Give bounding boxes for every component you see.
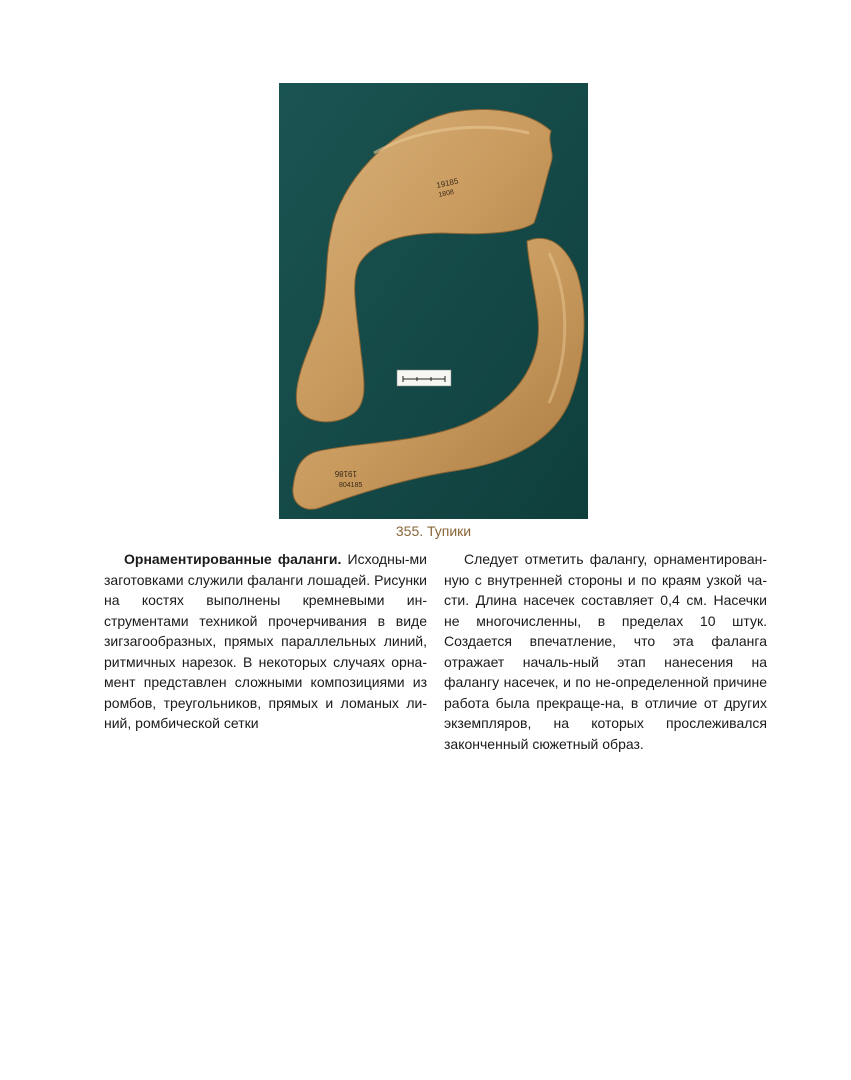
paragraph: Следует отметить фалангу, орнаментирован-ную с внутренней стороны и по краям узкой ча-сти. Длина насечек составляет 0,4 см. Насечки не многочисленны, в пределах 10 штук. Создается впечатление, что эта фаланга отражает началь-ный этап нанесения на фалангу насечек, и по не-определенной причине работа была прекраще-на, в отличие от других экземпляров, на которых прослеживался законченный сюжетный образ. [444,551,767,752]
figure-photo [279,83,588,519]
section-heading: Орнаментированные фаланги. [124,551,342,567]
text-column-left [104,549,427,734]
specimen-label: 19186 [334,469,357,478]
scale-bar [397,370,451,386]
specimen-label: 804185 [339,482,363,489]
paragraph [104,549,427,734]
figure-caption: 355. Тупики [395,523,472,539]
specimen-label: 19185 [435,176,460,190]
text-column-right [444,549,767,754]
paragraph-body: Исходны-ми заготовками служили фаланги лошадей. Рисунки на костях выполнены кремневыми ин-струментами техникой прочерчивания в виде зигзагообразных, прямых параллельных линий, ритмичных нарезок. В некоторых случаях орна-мент представлен сложными композициями из ромбов, треугольников, прямых и ломаных ли-ний, ромбической сетки [104,551,427,731]
specimen-label: 1808 [437,188,455,199]
